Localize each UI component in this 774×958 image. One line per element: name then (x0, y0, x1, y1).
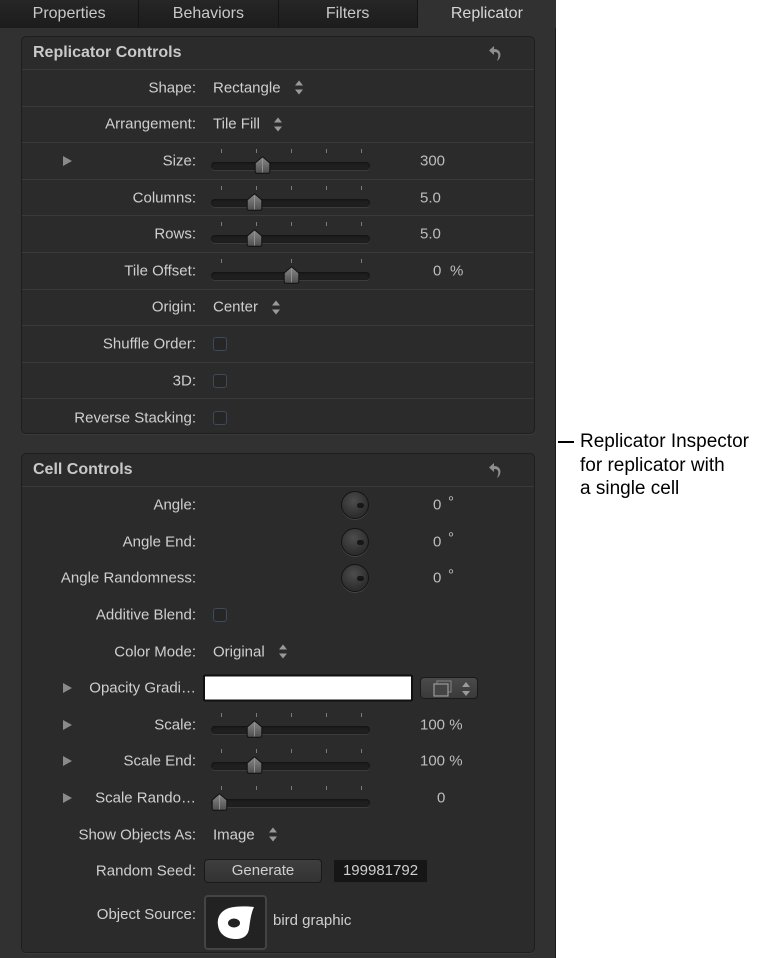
up-down-stepper-icon (272, 300, 281, 314)
callout-line-3: a single cell (580, 478, 680, 499)
opacity-gradient-swatch[interactable] (203, 675, 413, 702)
tile-offset-label: Tile Offset: (124, 262, 196, 280)
replicator-controls-header (22, 37, 534, 70)
object-source-label: Object Source: (96, 905, 196, 923)
reset-arrow-icon[interactable] (488, 461, 504, 479)
show-objects-as-row (22, 816, 534, 853)
up-down-stepper-icon (295, 81, 304, 95)
slider-tick (326, 186, 327, 190)
reset-arrow-icon[interactable] (488, 44, 504, 62)
disclosure-triangle-icon[interactable] (63, 756, 72, 766)
slider-tick (291, 149, 292, 153)
rows-row (22, 216, 534, 253)
slider-tick (361, 713, 362, 717)
color-mode-popup[interactable] (213, 643, 288, 660)
slider-tick (221, 186, 222, 190)
angle-randomness-value[interactable]: 0 (433, 569, 442, 587)
origin-value: Center (213, 298, 259, 316)
callout-line-2: for replicator with (580, 454, 725, 476)
slider-track[interactable] (211, 199, 370, 207)
tile-offset-unit: % (450, 262, 464, 280)
slider-ticks (211, 146, 370, 154)
callout-leader-line (558, 441, 574, 443)
slider-tick (291, 186, 292, 190)
scale-randomness-slider[interactable] (211, 783, 370, 813)
additive-blend-checkbox[interactable] (213, 608, 227, 622)
origin-popup[interactable] (213, 299, 281, 316)
tab-behaviors[interactable]: Behaviors (139, 0, 278, 28)
angle-value[interactable]: 0 (433, 496, 442, 514)
3d-row (22, 363, 534, 400)
opacity-gradient-row (22, 670, 534, 707)
up-down-stepper-icon (274, 117, 283, 131)
scale-randomness-row (22, 780, 534, 817)
shape-label: Shape: (148, 79, 196, 97)
gradient-preset-button[interactable] (420, 677, 478, 699)
cell-controls-header (22, 454, 534, 487)
angle-dial[interactable] (341, 491, 369, 519)
angle-randomness-row (22, 560, 534, 597)
color-mode-label: Color Mode: (114, 643, 196, 661)
slider-thumb-icon[interactable] (246, 193, 263, 211)
slider-thumb-icon[interactable] (246, 229, 263, 247)
shuffle-order-checkbox[interactable] (213, 337, 227, 351)
tab-properties[interactable]: Properties (0, 0, 139, 28)
slider-tick (326, 749, 327, 753)
slider-tick (256, 713, 257, 717)
disclosure-triangle-icon[interactable] (63, 793, 72, 803)
opacity-gradient-label: Opacity Gradi… (89, 679, 196, 697)
slider-ticks (211, 183, 370, 191)
angle-end-unit: ° (448, 529, 454, 547)
show-objects-as-value: Image (213, 826, 255, 844)
arrangement-label: Arrangement: (105, 115, 196, 133)
slider-tick (361, 259, 362, 263)
slider-track[interactable] (211, 799, 370, 807)
callout-text (580, 430, 749, 501)
group-title: Cell Controls (33, 461, 133, 478)
random-seed-field[interactable]: 199981792 (333, 859, 428, 883)
additive-blend-label: Additive Blend: (95, 606, 196, 624)
inspector-tab-bar (0, 0, 556, 28)
cell-controls-group (21, 453, 535, 953)
3d-label: 3D: (172, 372, 196, 390)
disclosure-triangle-icon[interactable] (63, 720, 72, 730)
slider-thumb-icon[interactable] (246, 720, 263, 738)
scale-end-value[interactable]: 100 % (420, 752, 463, 770)
additive-blend-row (22, 597, 534, 634)
random-seed-row (22, 853, 534, 890)
rows-label: Rows: (154, 225, 196, 243)
object-source-name: bird graphic (273, 911, 352, 929)
up-down-stepper-icon (462, 682, 471, 696)
slider-tick (361, 222, 362, 226)
slider-tick (326, 713, 327, 717)
reverse-stacking-label: Reverse Stacking: (74, 409, 196, 427)
show-objects-as-popup[interactable] (213, 826, 278, 843)
slider-tick (221, 259, 222, 263)
arrangement-row (22, 107, 534, 144)
shape-row (22, 70, 534, 107)
origin-label: Origin: (151, 298, 196, 316)
tile-offset-value[interactable]: 0 (433, 262, 442, 280)
scale-randomness-value[interactable]: 0 (437, 789, 446, 807)
slider-tick (361, 149, 362, 153)
slider-tick (256, 749, 257, 753)
columns-row (22, 180, 534, 217)
shape-value: Rectangle (213, 79, 281, 97)
angle-row (22, 487, 534, 524)
scale-value[interactable]: 100 % (420, 716, 463, 734)
bird-graphic-thumbnail (216, 905, 256, 941)
dial-indicator-icon (357, 503, 364, 508)
slider-tick (291, 786, 292, 790)
slider-tick (221, 713, 222, 717)
up-down-stepper-icon (279, 645, 288, 659)
slider-tick (326, 149, 327, 153)
reverse-stacking-checkbox[interactable] (213, 411, 227, 425)
angle-end-row (22, 524, 534, 561)
slider-ticks (211, 219, 370, 227)
slider-ticks (211, 710, 370, 718)
columns-label: Columns: (132, 189, 196, 207)
slider-thumb-icon[interactable] (246, 756, 263, 774)
dial-indicator-icon (357, 576, 364, 581)
shape-popup[interactable] (213, 79, 304, 96)
scale-end-label: Scale End: (123, 752, 196, 770)
slider-tick (221, 149, 222, 153)
scale-end-row (22, 743, 534, 780)
rows-value[interactable]: 5.0 (420, 225, 441, 243)
slider-thumb-icon[interactable] (211, 793, 228, 811)
tab-filters[interactable]: Filters (279, 0, 418, 28)
slider-ticks (211, 783, 370, 791)
slider-track[interactable] (211, 762, 370, 770)
tile-offset-slider[interactable] (211, 256, 370, 286)
color-mode-value: Original (213, 643, 265, 661)
angle-end-label: Angle End: (122, 533, 196, 551)
slider-tick (361, 186, 362, 190)
generate-button[interactable]: Generate (204, 859, 322, 883)
origin-row (22, 290, 534, 327)
up-down-stepper-icon (269, 828, 278, 842)
angle-label: Angle: (153, 496, 196, 514)
angle-end-dial[interactable] (341, 528, 369, 556)
object-source-well[interactable] (204, 895, 267, 950)
slider-tick (291, 749, 292, 753)
slider-tick (221, 786, 222, 790)
replicator-controls-group (21, 36, 535, 434)
slider-tick (291, 222, 292, 226)
slider-tick (291, 713, 292, 717)
slider-tick (326, 786, 327, 790)
slider-track[interactable] (211, 726, 370, 734)
angle-randomness-dial[interactable] (341, 564, 369, 592)
object-source-row (22, 890, 534, 958)
disclosure-triangle-icon[interactable] (63, 156, 72, 166)
arrangement-value: Tile Fill (213, 115, 260, 133)
size-slider[interactable] (211, 146, 370, 176)
slider-tick (361, 786, 362, 790)
columns-slider[interactable] (211, 183, 370, 213)
tab-replicator[interactable]: Replicator (418, 0, 556, 28)
slider-tick (221, 749, 222, 753)
slider-tick (221, 222, 222, 226)
angle-end-value[interactable]: 0 (433, 533, 442, 551)
scale-label: Scale: (154, 716, 196, 734)
slider-ticks (211, 746, 370, 754)
slider-thumb-icon[interactable] (254, 156, 271, 174)
columns-value[interactable]: 5.0 (420, 189, 441, 207)
shuffle-order-label: Shuffle Order: (102, 335, 196, 353)
slider-tick (256, 222, 257, 226)
size-value[interactable]: 300 (420, 152, 446, 170)
slider-tick (256, 786, 257, 790)
dial-indicator-icon (357, 540, 364, 545)
callout-line-1: Replicator Inspector (580, 431, 749, 452)
random-seed-label: Random Seed: (95, 862, 196, 880)
scale-randomness-label: Scale Rando… (95, 789, 196, 807)
angle-unit: ° (448, 493, 454, 511)
rows-slider[interactable] (211, 219, 370, 249)
slider-tick (326, 222, 327, 226)
group-title: Replicator Controls (33, 44, 182, 61)
reverse-stacking-row (22, 399, 534, 436)
angle-randomness-unit: ° (448, 566, 454, 584)
slider-tick (256, 149, 257, 153)
size-label: Size: (162, 152, 196, 170)
slider-tick (361, 749, 362, 753)
angle-randomness-label: Angle Randomness: (60, 569, 196, 587)
slider-thumb-icon[interactable] (283, 266, 300, 284)
gradient-preset-stack-icon (433, 680, 453, 697)
tile-offset-row (22, 253, 534, 290)
shuffle-order-row (22, 326, 534, 363)
size-row (22, 143, 534, 180)
color-mode-row (22, 633, 534, 670)
scale-slider[interactable] (211, 710, 370, 740)
show-objects-as-label: Show Objects As: (78, 826, 196, 844)
slider-track[interactable] (211, 162, 370, 170)
3d-checkbox[interactable] (213, 374, 227, 388)
disclosure-triangle-icon[interactable] (63, 683, 72, 693)
slider-tick (256, 186, 257, 190)
arrangement-popup[interactable] (213, 116, 283, 133)
slider-track[interactable] (211, 235, 370, 243)
slider-ticks (211, 256, 370, 264)
slider-tick (291, 259, 292, 263)
scale-end-slider[interactable] (211, 746, 370, 776)
scale-row (22, 707, 534, 744)
